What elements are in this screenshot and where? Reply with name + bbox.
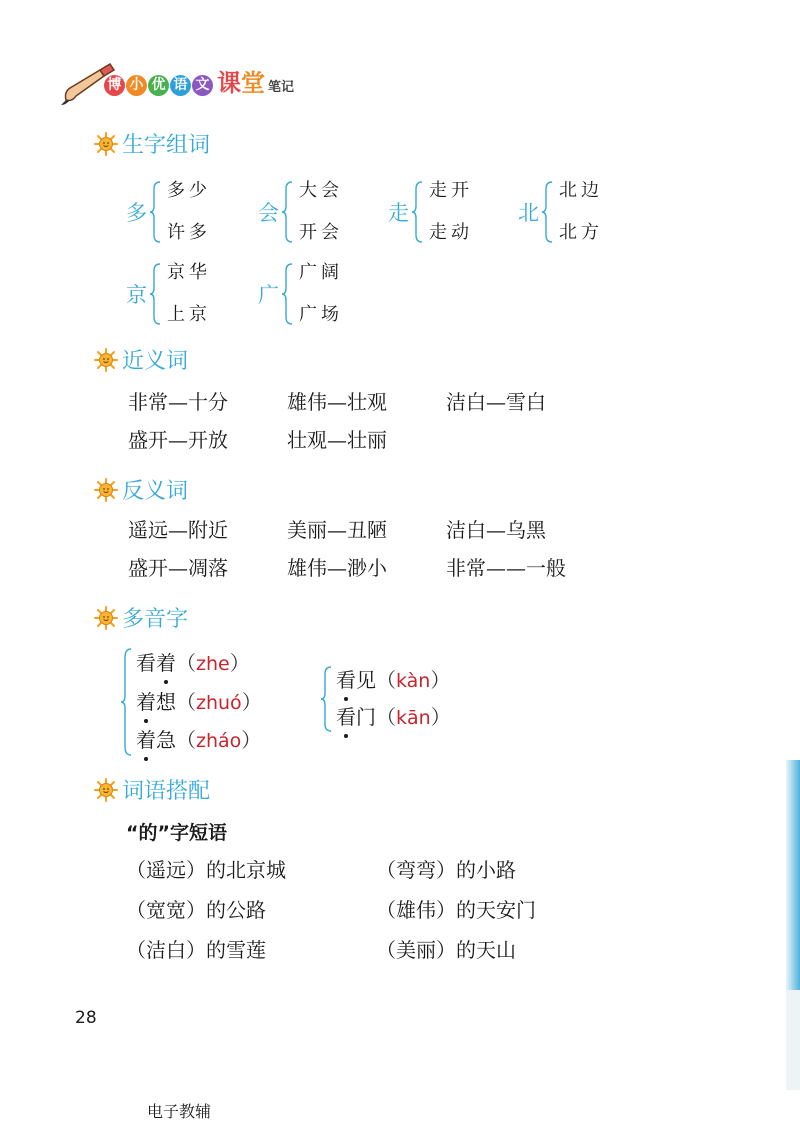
polyphone-line [336, 667, 451, 694]
section-heading-antonyms [94, 474, 188, 505]
antonym-pair: 美丽—丑陋 [287, 518, 387, 542]
brand-char: 博 [104, 75, 125, 96]
synonym-pair: 雄伟—壮观 [287, 390, 387, 414]
brace-icon [281, 181, 293, 243]
page-edge-tab [786, 760, 800, 990]
sun-icon [94, 478, 118, 502]
vocab-word: 北边 [559, 180, 603, 201]
section-heading-vocab [94, 128, 210, 159]
paren-close: ） [430, 705, 451, 729]
section-title: 近义词 [122, 349, 189, 374]
brace-icon [281, 263, 293, 325]
collocation-phrase: （洁白）的雪莲 [126, 938, 266, 962]
brand-char: 语 [170, 75, 191, 96]
dotted-char: 看 [336, 705, 356, 729]
section-title: 多音字 [122, 607, 189, 632]
polyphone-line [136, 650, 262, 677]
brace-icon [411, 181, 423, 243]
section-title: 词语搭配 [122, 779, 211, 804]
brand-char: 文 [192, 75, 213, 96]
pinyin: kān [396, 707, 431, 729]
brand-logo [60, 62, 320, 106]
antonym-pair: 雄伟—渺小 [287, 556, 387, 580]
dotted-char: 着 [156, 651, 176, 675]
synonym-pair: 洁白—雪白 [446, 390, 546, 414]
vocab-char: 京 [126, 283, 147, 307]
paren-open: （ [176, 651, 196, 675]
vocab-char: 北 [518, 201, 539, 225]
collocation-phrase: （弯弯）的小路 [376, 858, 516, 882]
brand-title [217, 70, 265, 96]
paren-close: ） [430, 668, 451, 692]
brace-icon [149, 263, 161, 325]
char: 想 [156, 689, 176, 714]
polyphone-line [336, 704, 451, 731]
pinyin: zháo [196, 730, 242, 752]
collocation-phrase: （美丽）的天山 [376, 938, 516, 962]
pinyin: zhe [196, 653, 230, 675]
vocab-word: 京华 [167, 262, 211, 283]
vocab-char: 多 [126, 201, 147, 225]
vocab-word: 广阔 [299, 262, 343, 283]
collocation-phrase: （雄伟）的天安门 [376, 898, 536, 922]
char: 见 [356, 668, 376, 692]
vocab-word: 走开 [429, 180, 473, 201]
antonym-pair: 洁白—乌黑 [446, 518, 546, 542]
synonym-pair: 非常—十分 [128, 390, 228, 414]
section-heading-collocation [94, 774, 210, 805]
synonym-pair: 盛开—开放 [128, 428, 228, 452]
vocab-char: 走 [388, 201, 409, 225]
dotted-char: 着 [136, 689, 156, 714]
paren-open: （ [176, 689, 196, 714]
brace-icon [120, 648, 132, 756]
sun-icon [94, 778, 118, 802]
paren-open: （ [376, 668, 396, 692]
polyphone-group-kan [320, 666, 451, 732]
antonym-pair: 非常——一般 [446, 556, 566, 580]
polyphone-line [136, 727, 262, 754]
vocab-word: 开会 [299, 222, 343, 243]
vocab-group [258, 262, 343, 326]
polyphone-line [136, 689, 262, 716]
vocab-word: 广场 [299, 304, 343, 325]
vocab-group [126, 262, 211, 326]
antonym-pair: 盛开—凋落 [128, 556, 228, 580]
vocab-word: 上京 [167, 304, 211, 325]
sun-icon [94, 348, 118, 372]
vocab-group [258, 180, 343, 244]
dotted-char: 看 [336, 668, 356, 692]
brand-char: 优 [148, 75, 169, 96]
paren-open: （ [176, 728, 196, 752]
brand-title-char: 课 [217, 69, 241, 97]
vocab-group [388, 180, 473, 244]
brand-title-char: 堂 [241, 69, 265, 97]
sun-icon [94, 132, 118, 156]
brace-icon [541, 181, 553, 243]
paren-close: ） [241, 728, 262, 752]
pinyin: kàn [396, 670, 431, 692]
brace-icon [320, 666, 332, 732]
char: 急 [156, 728, 176, 752]
footer-text: 电子教辅 [147, 1102, 212, 1121]
paren-close: ） [241, 689, 262, 714]
synonym-pair: 壮观—壮丽 [287, 428, 387, 452]
char: 门 [356, 705, 376, 729]
pinyin: zhuó [196, 691, 242, 714]
paren-close: ） [229, 651, 250, 675]
brace-icon [149, 181, 161, 243]
page-number: 28 [75, 1008, 97, 1028]
brand-char: 小 [126, 75, 147, 96]
paren-open: （ [376, 705, 396, 729]
collocation-subheading: “的”字短语 [126, 822, 227, 844]
vocab-word: 走动 [429, 222, 473, 243]
section-heading-polyphone [94, 602, 188, 633]
section-heading-synonyms [94, 344, 188, 375]
vocab-word: 许多 [167, 222, 211, 243]
section-title: 反义词 [122, 479, 189, 504]
vocab-word: 多少 [167, 180, 211, 201]
polyphone-group-zhe [120, 648, 262, 756]
vocab-word: 北方 [559, 222, 603, 243]
vocab-group [126, 180, 211, 244]
collocation-phrase: （宽宽）的公路 [126, 898, 266, 922]
dotted-char: 着 [136, 728, 156, 752]
sun-icon [94, 606, 118, 630]
vocab-group [518, 180, 603, 244]
section-title: 生字组词 [122, 133, 211, 158]
page-edge-shadow [786, 990, 800, 1090]
collocation-phrase: （遥远）的北京城 [126, 858, 286, 882]
antonym-pair: 遥远—附近 [128, 518, 228, 542]
vocab-char: 广 [258, 283, 279, 307]
brand-subtitle: 笔记 [268, 80, 295, 95]
vocab-word: 大会 [299, 180, 343, 201]
char: 看 [136, 651, 156, 675]
vocab-char: 会 [258, 201, 279, 225]
